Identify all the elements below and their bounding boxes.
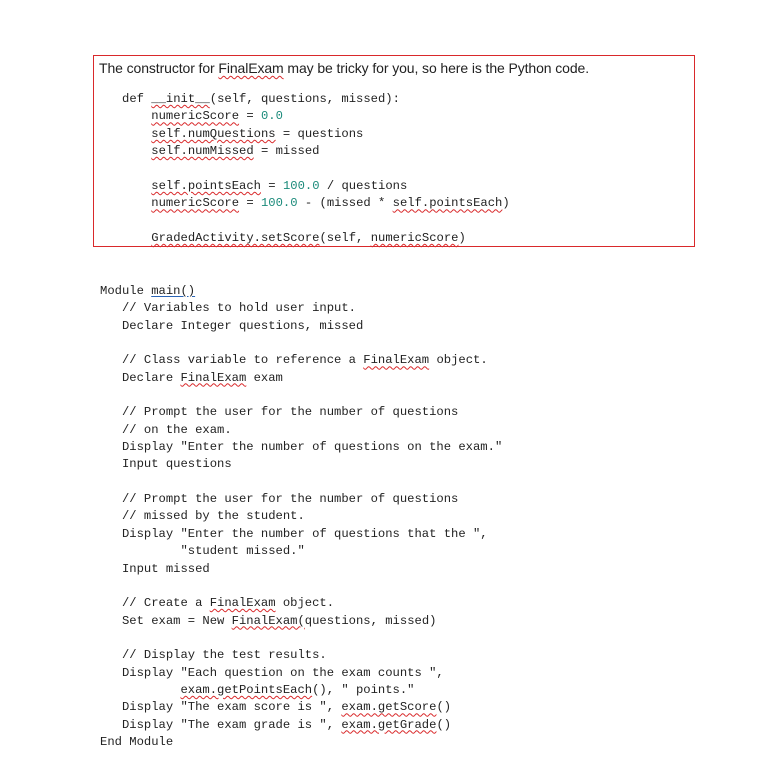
pseudocode-line <box>100 613 502 630</box>
pseudocode-line <box>100 595 502 612</box>
intro-text-pre: The constructor for <box>99 60 219 76</box>
python-code-token <box>122 109 151 123</box>
python-code-token: numericScore <box>151 196 240 211</box>
pseudocode-token: FinalExam <box>180 370 247 385</box>
pseudocode-token <box>100 683 180 697</box>
intro-text <box>99 60 589 76</box>
pseudocode-token: // missed by the student. <box>100 509 305 524</box>
pseudocode-line <box>100 543 502 560</box>
python-code-token: = <box>239 196 261 211</box>
pseudocode-token: // Create a <box>100 596 210 611</box>
pseudocode-token: FinalExam( <box>231 613 305 628</box>
pseudocode-token: Set exam = New <box>100 613 232 628</box>
python-code-token: ) <box>458 231 466 246</box>
pseudocode-token: (), " points." <box>312 682 415 697</box>
pseudocode-token: Declare <box>100 370 181 385</box>
pseudocode-line <box>100 647 502 664</box>
pseudocode-token: exam.getPointsEach <box>180 682 313 697</box>
python-code-line <box>122 108 510 125</box>
pseudocode-line <box>100 508 502 525</box>
pseudocode-block <box>100 283 502 751</box>
python-code-token: 0.0 <box>260 109 283 124</box>
pseudocode-token: End Module <box>100 734 174 749</box>
intro-text-post: may be tricky for you, so here is the Python code. <box>283 60 590 76</box>
python-code-token: (self, <box>319 231 371 246</box>
python-code-token: = missed <box>253 144 320 159</box>
python-code-token: ) <box>502 196 510 211</box>
pseudocode-line <box>100 561 502 578</box>
python-code-token <box>122 231 151 245</box>
pseudocode-line <box>100 526 502 543</box>
pseudocode-token: exam.getGrade <box>341 717 437 732</box>
pseudocode-line <box>100 734 502 751</box>
pseudocode-token: // Prompt the user for the number of questions <box>100 492 459 507</box>
python-code-box <box>93 55 695 247</box>
python-code-token <box>122 144 151 158</box>
pseudocode-token: // Class variable to reference a <box>100 353 364 368</box>
pseudocode-line <box>100 422 502 439</box>
pseudocode-line <box>100 578 502 595</box>
pseudocode-line <box>100 404 502 421</box>
python-code-token: def <box>122 92 152 106</box>
python-code-token: __init__ <box>151 92 210 106</box>
pseudocode-line <box>100 318 502 335</box>
python-code-token <box>122 196 151 210</box>
pseudocode-token: questions, missed) <box>304 613 437 628</box>
python-code-token: self.pointsEach <box>392 196 503 211</box>
pseudocode-token: main() <box>151 284 196 298</box>
python-code-token: / questions <box>319 178 408 193</box>
python-code-token: self.numMissed <box>151 144 254 159</box>
pseudocode-token: exam <box>246 370 283 385</box>
python-code-token: = questions <box>275 126 364 141</box>
python-code-line <box>122 143 510 160</box>
pseudocode-token: Display "The exam score is ", <box>100 700 342 715</box>
python-code-token: 100.0 <box>260 196 298 211</box>
python-code-token: (self, questions, missed): <box>209 92 400 106</box>
python-code-line <box>122 161 510 178</box>
pseudocode-token: object. <box>275 596 335 611</box>
python-code-token: numericScore <box>370 231 459 246</box>
python-code-token: self.numQuestions <box>151 126 276 141</box>
python-code-token: = <box>260 178 283 193</box>
python-code-token <box>122 179 151 193</box>
python-code-block <box>122 91 510 248</box>
pseudocode-line <box>100 387 502 404</box>
pseudocode-line <box>100 335 502 352</box>
pseudocode-token: () <box>436 717 452 732</box>
pseudocode-line <box>100 699 502 716</box>
python-code-line <box>122 126 510 143</box>
pseudocode-line <box>100 352 502 369</box>
python-code-line <box>122 178 510 195</box>
pseudocode-token: // Display the test results. <box>100 648 327 663</box>
python-code-token <box>122 127 151 141</box>
python-code-token: 100.0 <box>282 178 320 193</box>
pseudocode-line <box>100 665 502 682</box>
pseudocode-token: FinalExam <box>363 353 430 368</box>
pseudocode-token: Display "Enter the number of questions that the ", <box>100 526 488 541</box>
pseudocode-line <box>100 283 502 300</box>
pseudocode-token: Display "Each question on the exam counts ", <box>100 665 444 680</box>
pseudocode-token: Input questions <box>100 457 232 472</box>
pseudocode-line <box>100 630 502 647</box>
python-code-line <box>122 195 510 212</box>
pseudocode-token: Declare Integer questions, missed <box>100 318 364 333</box>
python-code-token: - (missed * <box>297 196 393 211</box>
python-code-token: = <box>239 109 261 124</box>
pseudocode-line <box>100 456 502 473</box>
pseudocode-line <box>100 474 502 491</box>
python-code-line <box>122 213 510 230</box>
intro-class-name: FinalExam <box>218 60 284 76</box>
python-code-line <box>122 91 510 108</box>
pseudocode-token: "student missed." <box>100 544 305 559</box>
pseudocode-token: () <box>436 700 452 715</box>
pseudocode-token: exam.getScore <box>341 700 437 715</box>
pseudocode-token: object. <box>429 353 488 368</box>
pseudocode-line <box>100 300 502 317</box>
python-code-token: self.pointsEach <box>151 178 261 193</box>
python-code-token: GradedActivity.setScore <box>151 231 320 246</box>
python-code-line <box>122 230 510 247</box>
pseudocode-token: // Prompt the user for the number of questions <box>100 405 459 420</box>
pseudocode-line <box>100 370 502 387</box>
pseudocode-line <box>100 491 502 508</box>
pseudocode-token: FinalExam <box>209 596 276 611</box>
pseudocode-line <box>100 682 502 699</box>
pseudocode-token: Display "The exam grade is ", <box>100 717 342 732</box>
pseudocode-token: // on the exam. <box>100 422 232 437</box>
pseudocode-line <box>100 717 502 734</box>
pseudocode-token: // Variables to hold user input. <box>100 301 356 316</box>
pseudocode-line <box>100 439 502 456</box>
pseudocode-token: Module <box>100 284 152 298</box>
pseudocode-token: Display "Enter the number of questions on the exam." <box>100 440 503 455</box>
pseudocode-token: Input missed <box>100 561 210 576</box>
python-code-token: numericScore <box>151 109 240 124</box>
